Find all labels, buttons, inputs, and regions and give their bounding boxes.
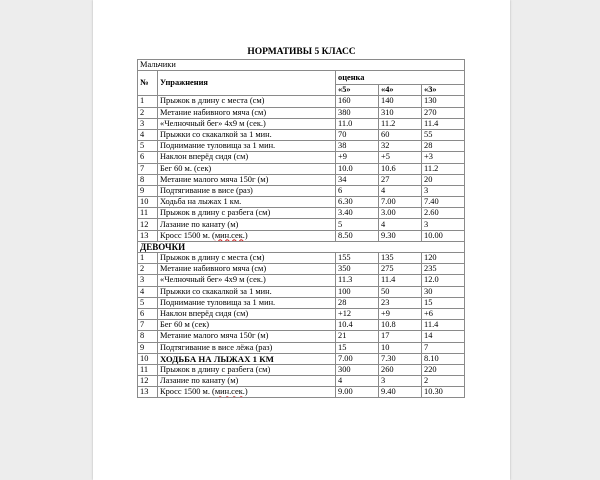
girls-section-row (138, 241, 465, 252)
boys-row (138, 107, 465, 118)
exercise-text: Кросс 1500 м. ( (160, 230, 215, 240)
header-grade-4: «4» (379, 85, 422, 96)
girls-row (138, 331, 465, 342)
row-number: 9 (138, 342, 158, 353)
girls-section-label: ДЕВОЧКИ (138, 241, 465, 252)
grade-3-value: 11.2 (422, 163, 465, 174)
boys-row (138, 197, 465, 208)
exercise-name: Наклон вперёд сидя (см) (158, 308, 336, 319)
grade-4-value: 310 (379, 107, 422, 118)
boys-row (138, 129, 465, 140)
spellcheck-marked-text: мин.сек. (214, 387, 245, 397)
grade-3-value: 11.4 (422, 118, 465, 129)
grade-4-value: 260 (379, 364, 422, 375)
row-number: 9 (138, 185, 158, 196)
grade-5-value: +9 (336, 152, 379, 163)
grade-5-value: 100 (336, 286, 379, 297)
grade-3-value: 30 (422, 286, 465, 297)
grade-4-value: 9.30 (379, 230, 422, 241)
grade-5-value: 34 (336, 174, 379, 185)
grade-4-value: 32 (379, 141, 422, 152)
grade-4-value: 17 (379, 331, 422, 342)
exercise-name: Прыжки со скакалкой за 1 мин. (158, 129, 336, 140)
grade-5-value: 70 (336, 129, 379, 140)
grade-4-value: 3 (379, 376, 422, 387)
grade-4-value: 140 (379, 96, 422, 107)
grade-3-value: 235 (422, 264, 465, 275)
grade-3-value: 55 (422, 129, 465, 140)
grade-3-value: 15 (422, 297, 465, 308)
boys-row (138, 141, 465, 152)
exercise-name: «Челночный бег» 4х9 м (сек.) (158, 118, 336, 129)
girls-row (138, 308, 465, 319)
header-grade-5: «5» (336, 85, 379, 96)
row-number: 13 (138, 230, 158, 241)
grade-4-value: 4 (379, 219, 422, 230)
row-number: 11 (138, 364, 158, 375)
exercise-name: Прыжок в длину с разбега (см) (158, 364, 336, 375)
grade-5-value: +12 (336, 308, 379, 319)
grade-4-value: 50 (379, 286, 422, 297)
boys-row (138, 96, 465, 107)
boys-row (138, 219, 465, 230)
grade-5-value: 4 (336, 376, 379, 387)
grade-3-value: 7 (422, 342, 465, 353)
grade-3-value: 7.40 (422, 197, 465, 208)
grade-4-value: 23 (379, 297, 422, 308)
header-grade-3: «3» (422, 85, 465, 96)
grade-5-value: 28 (336, 297, 379, 308)
spellcheck-marked-text: мин.сек. (214, 230, 245, 240)
exercise-name: Лазание по канату (м) (158, 219, 336, 230)
grade-5-value: 300 (336, 364, 379, 375)
grade-4-value: 3.00 (379, 208, 422, 219)
document-page (93, 0, 510, 480)
grade-4-value: 60 (379, 129, 422, 140)
row-number: 3 (138, 275, 158, 286)
boys-row (138, 208, 465, 219)
boys-row (138, 230, 465, 241)
header-number: № (138, 71, 158, 96)
exercise-name: Поднимание туловища за 1 мин. (158, 297, 336, 308)
exercise-name (158, 387, 336, 398)
exercise-text-tail: ) (244, 387, 248, 397)
grade-4-value: 135 (379, 253, 422, 264)
grade-4-value: 11.4 (379, 275, 422, 286)
header-exercise: Упражнения (158, 71, 336, 96)
boys-row (138, 118, 465, 129)
standards-table-body (138, 60, 465, 398)
exercise-name: Поднимание туловища за 1 мин. (158, 141, 336, 152)
grade-5-value: 10.4 (336, 320, 379, 331)
row-number: 5 (138, 141, 158, 152)
row-number: 5 (138, 297, 158, 308)
exercise-text: Кросс 1500 м. ( (160, 387, 215, 397)
grade-4-value: 9.40 (379, 387, 422, 398)
exercise-name: Подтягивание в висе лёжа (раз) (158, 342, 336, 353)
exercise-name: Подтягивание в висе (раз) (158, 185, 336, 196)
grade-5-value: 15 (336, 342, 379, 353)
girls-row (138, 342, 465, 353)
row-number: 6 (138, 308, 158, 319)
exercise-name: Метание малого мяча 150г (м) (158, 331, 336, 342)
grade-3-value: 120 (422, 253, 465, 264)
grade-4-value: 10.6 (379, 163, 422, 174)
row-number: 11 (138, 208, 158, 219)
grade-4-value: +5 (379, 152, 422, 163)
exercise-name (158, 230, 336, 241)
exercise-name: Прыжок в длину с места (см) (158, 253, 336, 264)
grade-4-value: 7.00 (379, 197, 422, 208)
grade-5-value: 380 (336, 107, 379, 118)
grade-3-value: 10.30 (422, 387, 465, 398)
exercise-name: Бег 60 м (сек) (158, 320, 336, 331)
grade-3-value: 10.00 (422, 230, 465, 241)
row-number: 1 (138, 96, 158, 107)
row-number: 1 (138, 253, 158, 264)
grade-5-value: 350 (336, 264, 379, 275)
grade-3-value: 28 (422, 141, 465, 152)
grade-3-value: 2.60 (422, 208, 465, 219)
grade-5-value: 11.0 (336, 118, 379, 129)
row-number: 3 (138, 118, 158, 129)
grade-3-value: 2 (422, 376, 465, 387)
exercise-name: Бег 60 м. (сек) (158, 163, 336, 174)
grade-5-value: 8.50 (336, 230, 379, 241)
grade-4-value: 27 (379, 174, 422, 185)
grade-5-value: 155 (336, 253, 379, 264)
standards-table (137, 59, 465, 398)
grade-5-value: 9.00 (336, 387, 379, 398)
grade-5-value: 5 (336, 219, 379, 230)
row-number: 4 (138, 129, 158, 140)
grade-4-value: 10.8 (379, 320, 422, 331)
grade-5-value: 6 (336, 185, 379, 196)
grade-3-value: 3 (422, 185, 465, 196)
exercise-name: ХОДЬБА НА ЛЫЖАХ 1 КМ (158, 353, 336, 364)
exercise-name: Прыжок в длину с разбега (см) (158, 208, 336, 219)
grade-4-value: 11.2 (379, 118, 422, 129)
exercise-name: Метание малого мяча 150г (м) (158, 174, 336, 185)
row-number: 7 (138, 163, 158, 174)
grade-4-value: +9 (379, 308, 422, 319)
row-number: 10 (138, 353, 158, 364)
grade-3-value: 14 (422, 331, 465, 342)
row-number: 6 (138, 152, 158, 163)
row-number: 12 (138, 219, 158, 230)
row-number: 4 (138, 286, 158, 297)
grade-3-value: 12.0 (422, 275, 465, 286)
exercise-name: Метание набивного мяча (см) (158, 264, 336, 275)
boys-section-label: Мальчики (138, 60, 465, 71)
grade-5-value: 6.30 (336, 197, 379, 208)
row-number: 8 (138, 174, 158, 185)
exercise-name: Наклон вперёд сидя (см) (158, 152, 336, 163)
exercise-name: «Челночный бег» 4х9 м (сек.) (158, 275, 336, 286)
exercise-name: Лазание по канату (м) (158, 376, 336, 387)
row-number: 2 (138, 264, 158, 275)
grade-4-value: 4 (379, 185, 422, 196)
row-number: 13 (138, 387, 158, 398)
exercise-name: Прыжок в длину с места (см) (158, 96, 336, 107)
header-row (138, 71, 465, 85)
girls-row (138, 297, 465, 308)
boys-row (138, 163, 465, 174)
grade-5-value: 11.3 (336, 275, 379, 286)
boys-row (138, 174, 465, 185)
girls-row (138, 376, 465, 387)
grade-4-value: 7.30 (379, 353, 422, 364)
exercise-text-tail: ) (244, 230, 248, 240)
boys-row (138, 152, 465, 163)
grade-4-value: 10 (379, 342, 422, 353)
grade-5-value: 160 (336, 96, 379, 107)
row-number: 2 (138, 107, 158, 118)
grade-5-value: 3.40 (336, 208, 379, 219)
grade-3-value: 3 (422, 219, 465, 230)
grade-3-value: 220 (422, 364, 465, 375)
grade-5-value: 38 (336, 141, 379, 152)
row-number: 8 (138, 331, 158, 342)
girls-row (138, 253, 465, 264)
grade-5-value: 21 (336, 331, 379, 342)
boys-row (138, 185, 465, 196)
grade-3-value: +3 (422, 152, 465, 163)
girls-row (138, 353, 465, 364)
grade-3-value: 20 (422, 174, 465, 185)
grade-5-value: 7.00 (336, 353, 379, 364)
grade-3-value: 11.4 (422, 320, 465, 331)
grade-3-value: +6 (422, 308, 465, 319)
row-number: 7 (138, 320, 158, 331)
girls-row (138, 275, 465, 286)
document-title: НОРМАТИВЫ 5 КЛАСС (247, 47, 356, 57)
grade-3-value: 270 (422, 107, 465, 118)
grade-3-value: 8.10 (422, 353, 465, 364)
exercise-name: Ходьба на лыжах 1 км. (158, 197, 336, 208)
row-number: 10 (138, 197, 158, 208)
grade-5-value: 10.0 (336, 163, 379, 174)
girls-row (138, 286, 465, 297)
grade-3-value: 130 (422, 96, 465, 107)
header-grade: оценка (336, 71, 465, 85)
girls-row (138, 387, 465, 398)
row-number: 12 (138, 376, 158, 387)
exercise-name: Прыжки со скакалкой за 1 мин. (158, 286, 336, 297)
exercise-name: Метание набивного мяча (см) (158, 107, 336, 118)
grade-4-value: 275 (379, 264, 422, 275)
boys-section-row (138, 60, 465, 71)
girls-row (138, 320, 465, 331)
girls-row (138, 364, 465, 375)
girls-row (138, 264, 465, 275)
